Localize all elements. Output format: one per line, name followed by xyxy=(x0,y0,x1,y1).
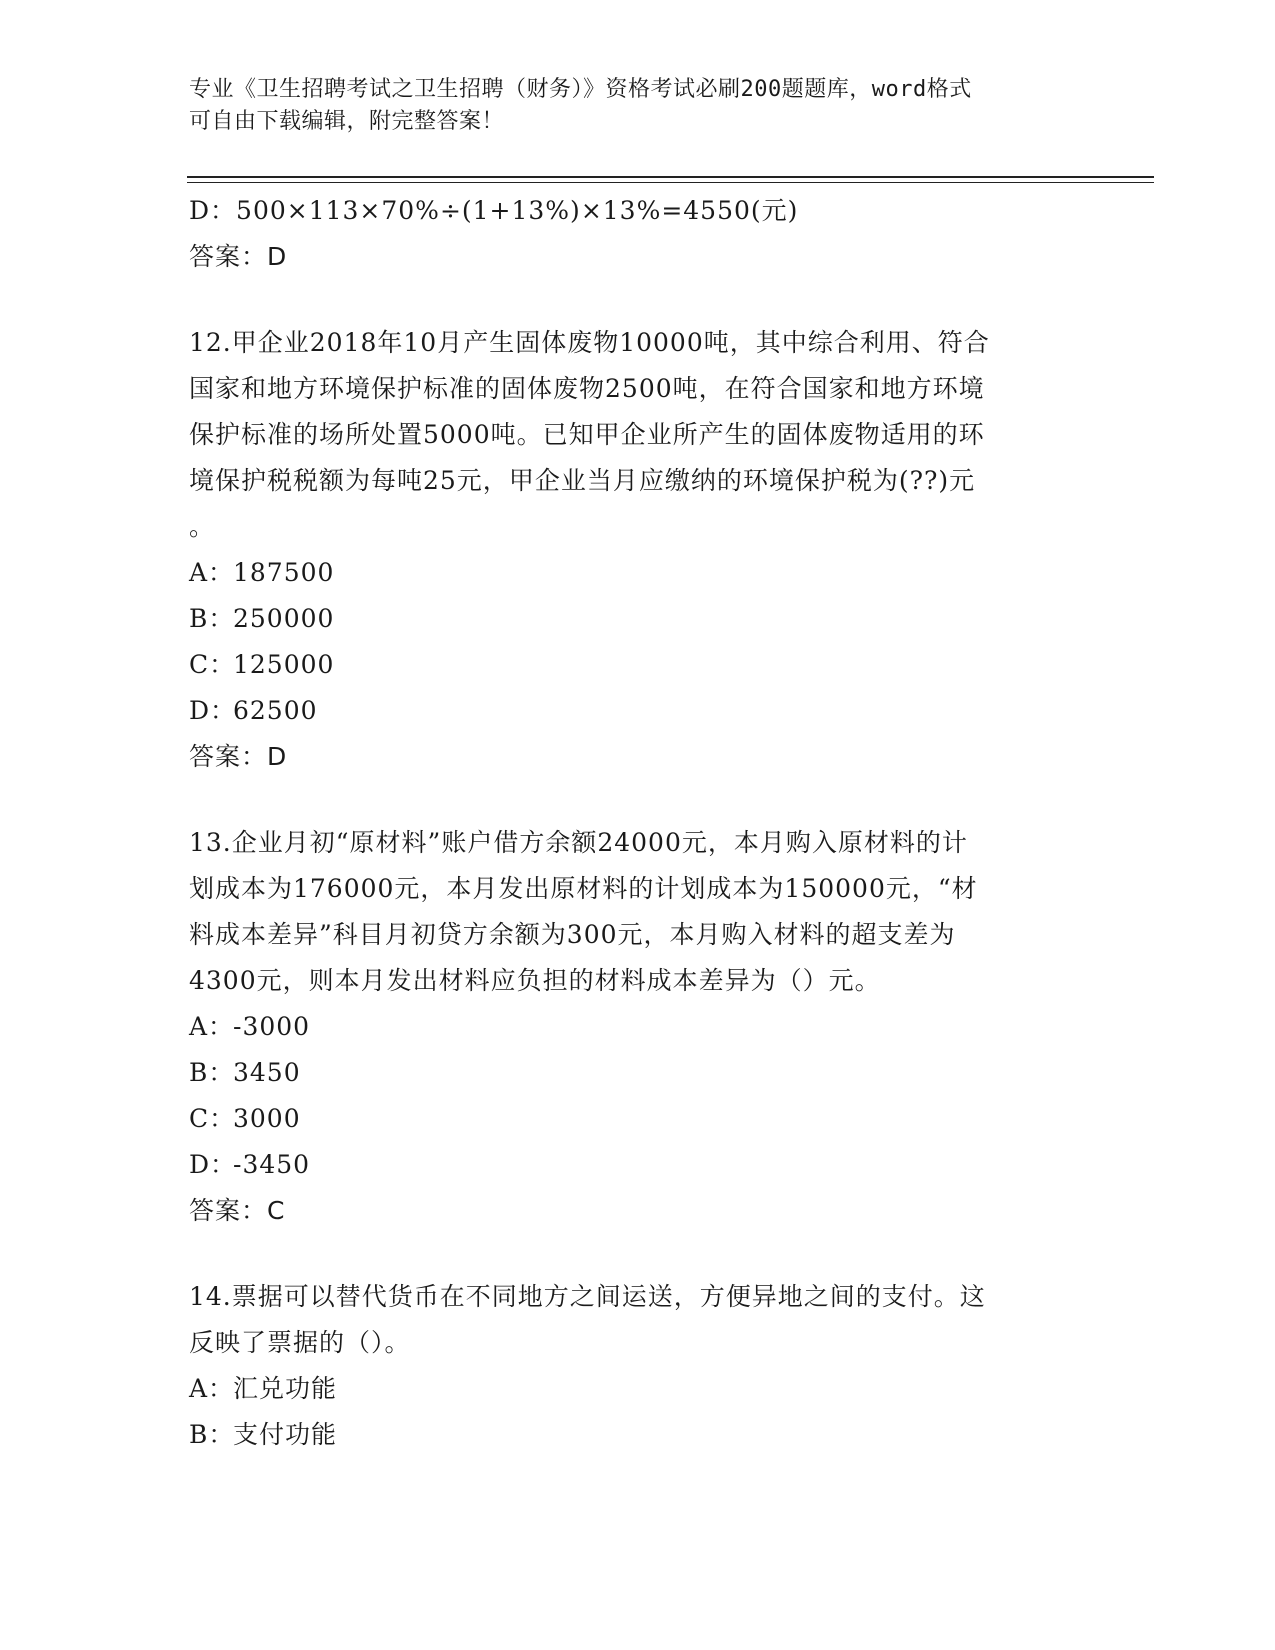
question-text-line: 料成本差异”科目月初贷方余额为300元，本月购入材料的超支差为 xyxy=(189,920,956,949)
spacer xyxy=(189,1234,1069,1274)
option-letter: C： xyxy=(189,1104,236,1133)
question-text-line: 保护标准的场所处置5000吨。已知甲企业所产生的固体废物适用的环 xyxy=(189,420,985,449)
option-b xyxy=(189,1412,1069,1458)
option-text: 3000 xyxy=(233,1104,301,1133)
question-text-line: 反映了票据的（）。 xyxy=(189,1328,411,1357)
answer-line: 答案：D xyxy=(189,742,288,771)
option-a xyxy=(189,550,1069,596)
question-12 xyxy=(189,320,1069,780)
option-text: 125000 xyxy=(233,650,335,679)
header-rule-thick xyxy=(187,176,1154,178)
question-text-line: 划成本为176000元，本月发出原材料的计划成本为150000元，“材 xyxy=(189,874,978,903)
spacer xyxy=(189,280,1069,320)
document-body xyxy=(189,188,1069,1458)
option-letter: D： xyxy=(189,1150,237,1179)
question-text-line: 12.甲企业2018年10月产生固体废物10000吨，其中综合利用、符合 xyxy=(189,328,990,357)
answer-line: 答案：D xyxy=(189,242,288,271)
spacer xyxy=(189,780,1069,820)
question-text-line: 境保护税税额为每吨25元，甲企业当月应缴纳的环境保护税为(??)元 xyxy=(189,466,976,495)
question-text-line: 13.企业月初“原材料”账户借方余额24000元，本月购入原材料的计 xyxy=(189,828,968,857)
question-text-line: 4300元，则本月发出材料应负担的材料成本差异为（）元。 xyxy=(189,966,881,995)
question-text-line: 14.票据可以替代货币在不同地方之间运送，方便异地之间的支付。这 xyxy=(189,1282,986,1311)
option-d xyxy=(189,688,1069,734)
option-b xyxy=(189,1050,1069,1096)
option-a xyxy=(189,1366,1069,1412)
option-c xyxy=(189,642,1069,688)
header-line-2: 可自由下载编辑，附完整答案！ xyxy=(189,109,505,134)
question-13 xyxy=(189,820,1069,1234)
option-letter: B： xyxy=(189,1058,235,1087)
option-text: -3000 xyxy=(233,1012,311,1041)
option-text: -3450 xyxy=(233,1150,311,1179)
option-c xyxy=(189,1096,1069,1142)
option-d: D：500×113×70%÷(1+13%)×13%=4550(元) xyxy=(189,196,799,225)
option-letter: A： xyxy=(189,558,235,587)
option-letter: A： xyxy=(189,1374,235,1403)
question-text-line: 。 xyxy=(189,512,216,541)
page-header xyxy=(189,74,1069,138)
option-a xyxy=(189,1004,1069,1050)
option-text: 62500 xyxy=(233,696,318,725)
question-text-line: 国家和地方环境保护标准的固体废物2500吨，在符合国家和地方环境 xyxy=(189,374,985,403)
header-rule-thin xyxy=(187,182,1154,183)
option-b xyxy=(189,596,1069,642)
option-text: 187500 xyxy=(233,558,335,587)
question-11-tail xyxy=(189,188,1069,280)
option-letter: C： xyxy=(189,650,236,679)
option-text: 支付功能 xyxy=(233,1420,338,1449)
question-14 xyxy=(189,1274,1069,1458)
option-letter: A： xyxy=(189,1012,235,1041)
option-text: 250000 xyxy=(233,604,335,633)
option-text: 汇兑功能 xyxy=(233,1374,338,1403)
option-letter: B： xyxy=(189,1420,235,1449)
option-d xyxy=(189,1142,1069,1188)
answer-line: 答案：C xyxy=(189,1196,286,1225)
option-text: 3450 xyxy=(233,1058,301,1087)
header-line-1: 专业《卫生招聘考试之卫生招聘（财务）》资格考试必刷200题题库，word格式 xyxy=(189,77,972,102)
option-letter: D： xyxy=(189,696,237,725)
option-letter: B： xyxy=(189,604,235,633)
